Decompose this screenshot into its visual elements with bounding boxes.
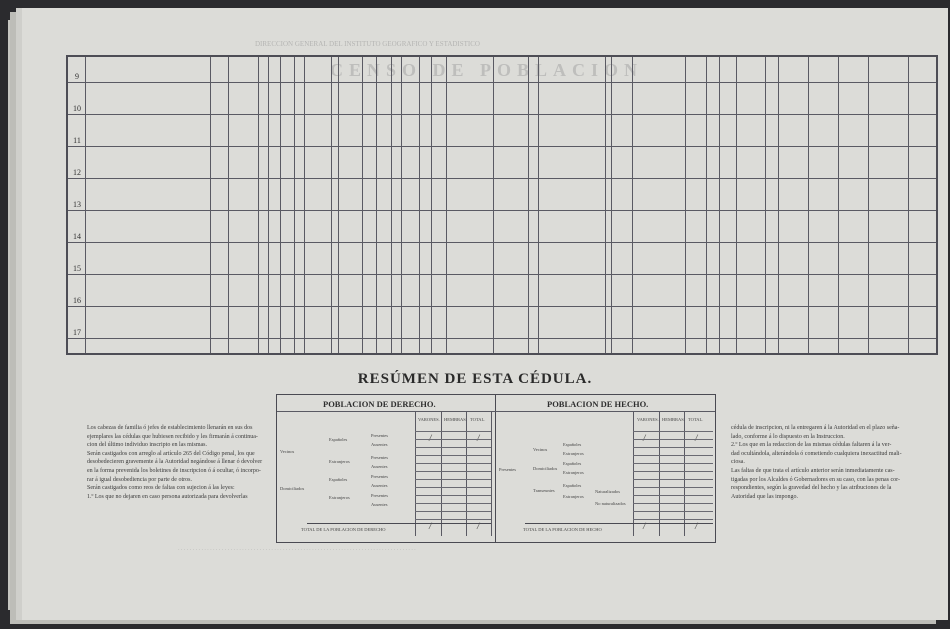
grid-column-rule xyxy=(376,57,377,353)
summary-row-rule xyxy=(633,447,713,448)
grid-column-rule xyxy=(611,57,612,353)
summary-row-rule xyxy=(415,479,491,480)
hecho-label: Españoles xyxy=(563,461,582,466)
grid-column-rule xyxy=(778,57,779,353)
summary-row-rule xyxy=(415,503,491,504)
hecho-label: Domiciliados xyxy=(533,466,558,471)
text-line: rar á igual desobediencia por parte de otros. xyxy=(87,476,192,483)
summary-row-rule xyxy=(415,511,491,512)
derecho-label: Ausentes xyxy=(371,502,388,507)
grid-column-rule xyxy=(401,57,402,353)
summary-total-rule xyxy=(307,523,491,524)
show-through-title: CENSO DE POBLACION xyxy=(330,60,644,80)
summary-row-rule xyxy=(633,487,713,488)
grid-row-rule xyxy=(68,338,936,339)
grid-row-rule xyxy=(68,306,936,307)
grid-column-rule xyxy=(765,57,766,353)
hecho-col-varones: VARONES. xyxy=(637,417,659,422)
tick-mark: / xyxy=(695,521,698,531)
grid-column-rule xyxy=(908,57,909,353)
row-number: 9 xyxy=(75,72,79,81)
tick-mark: / xyxy=(477,433,480,443)
summary-title: RESÚMEN DE ESTA CÉDULA. xyxy=(357,371,593,387)
tick-mark: / xyxy=(695,433,698,443)
grid-row-rule xyxy=(68,242,936,243)
summary-row-rule xyxy=(633,439,713,440)
summary-row-rule xyxy=(415,455,491,456)
hecho-label: Presentes xyxy=(499,467,516,472)
hecho-col-hembras: HEMBRAS. xyxy=(662,417,685,422)
grid-column-rule xyxy=(706,57,707,353)
derecho-heading: POBLACION DE DERECHO. xyxy=(323,399,436,409)
derecho-label: Ausentes xyxy=(371,442,388,447)
grid-column-rule xyxy=(391,57,392,353)
text-line: respondientes, según la gravedad del hecho y las atribuciones de la xyxy=(731,485,892,492)
grid-column-rule xyxy=(338,57,339,353)
hecho-label: Extranjeros xyxy=(563,494,584,499)
summary-row-rule xyxy=(633,455,713,456)
derecho-label: Vecinos xyxy=(280,449,295,454)
text-line: en la forma prevenida los boletines de inscripcion ó á ocultar, ó incorpo- xyxy=(87,467,261,474)
summary-row-rule xyxy=(633,511,713,512)
row-number: 16 xyxy=(73,296,81,305)
row-number: 11 xyxy=(73,136,81,145)
grid-column-rule xyxy=(85,57,86,353)
hecho-heading: POBLACION DE HECHO. xyxy=(547,399,649,409)
hecho-col-rule xyxy=(684,411,685,536)
summary-total-rule xyxy=(525,523,713,524)
grid-column-rule xyxy=(331,57,332,353)
derecho-label: Presentes xyxy=(371,455,388,460)
summary-right-instructions xyxy=(731,424,921,501)
grid-column-rule xyxy=(280,57,281,353)
hecho-label: Extranjeros xyxy=(563,470,584,475)
show-through-header: DIRECCION GENERAL DEL INSTITUTO GEOGRAFICO Y ESTADISTICO xyxy=(255,40,480,48)
derecho-col-rule xyxy=(491,411,492,536)
derecho-total-label: TOTAL DE LA POBLACION DE DERECHO xyxy=(301,527,386,532)
grid-column-rule xyxy=(228,57,229,353)
grid-column-rule xyxy=(304,57,305,353)
grid-column-rule xyxy=(736,57,737,353)
summary-row-rule xyxy=(633,463,713,464)
derecho-label: Presentes xyxy=(371,433,388,438)
row-number: 14 xyxy=(73,232,81,241)
summary-row-rule xyxy=(633,503,713,504)
derecho-col-rule xyxy=(441,411,442,536)
summary-row-rule xyxy=(633,431,713,432)
hecho-label: Españoles xyxy=(563,483,582,488)
row-number: 15 xyxy=(73,264,81,273)
text-line: lado, conforme á lo dispuesto en la Instruccion. xyxy=(731,433,845,440)
derecho-label: Domiciliados xyxy=(280,486,305,491)
grid-row-rule xyxy=(68,146,936,147)
summary-population-table xyxy=(276,394,716,543)
text-line: ejemplares las cédulas que hubiesen recibido y les firmarán á continua- xyxy=(87,433,258,440)
table-divider xyxy=(495,395,496,542)
text-line: Serán castigados como reos de faltas con sujecion á las leyes: xyxy=(87,485,235,492)
grid-column-rule xyxy=(838,57,839,353)
derecho-label: Extranjeros xyxy=(329,495,350,500)
text-line: ciosa. xyxy=(731,459,745,466)
derecho-label: Presentes xyxy=(371,493,388,498)
grid-column-rule xyxy=(808,57,809,353)
text-line: tigadas por los Alcaldes ó Gobernadores en su caso, con las penas cor- xyxy=(731,476,900,483)
summary-row-rule xyxy=(415,431,491,432)
derecho-col-hembras: HEMBRAS. xyxy=(444,417,467,422)
row-number: 10 xyxy=(73,104,81,113)
show-through-footer-text: · · · · · · · · · · · · · · · · · · · · · · · · · · · · · · · · · · · · · · · · · · · · · · · · · · · · · · · · · · · · · · · · · · · · · · · · · · · · · · · · · · xyxy=(178,548,416,553)
derecho-col-total: TOTAL. xyxy=(470,417,486,422)
grid-row-rule xyxy=(68,274,936,275)
text-line: 1.º Los que no dejaren en caso persona autorizada para devolverlas xyxy=(87,493,248,500)
grid-column-rule xyxy=(258,57,259,353)
summary-row-rule xyxy=(415,487,491,488)
tick-mark: / xyxy=(477,521,480,531)
derecho-label: Extranjeros xyxy=(329,459,350,464)
summary-row-rule xyxy=(415,471,491,472)
tick-mark: / xyxy=(643,521,646,531)
derecho-col-rule xyxy=(415,411,416,536)
text-line: Las faltas de que trata el artículo anterior serán inmediatamente cas- xyxy=(731,467,895,474)
derecho-label: Ausentes xyxy=(371,464,388,469)
derecho-col-varones: VARONES. xyxy=(418,417,440,422)
grid-row-rule xyxy=(68,178,936,179)
grid-column-rule xyxy=(685,57,686,353)
grid-row-rule xyxy=(68,82,936,83)
text-line: 2.º Los que en la redaccion de las mismas cédulas faltaren á la ver- xyxy=(731,442,892,449)
grid-column-rule xyxy=(538,57,539,353)
tick-mark: / xyxy=(429,521,432,531)
summary-row-rule xyxy=(633,471,713,472)
derecho-label: Ausentes xyxy=(371,483,388,488)
grid-column-rule xyxy=(528,57,529,353)
text-line: cion del último individuo inscripto en las mismas. xyxy=(87,442,207,449)
grid-row-rule xyxy=(68,114,936,115)
grid-column-rule xyxy=(446,57,447,353)
grid-column-rule xyxy=(210,57,211,353)
hecho-col-total: TOTAL. xyxy=(688,417,704,422)
grid-column-rule xyxy=(431,57,432,353)
row-number: 13 xyxy=(73,200,81,209)
grid-column-rule xyxy=(419,57,420,353)
grid-column-rule xyxy=(605,57,606,353)
summary-row-rule xyxy=(415,519,491,520)
hecho-label: Transeuntes xyxy=(533,488,555,493)
derecho-label: Presentes xyxy=(371,474,388,479)
text-line: dad ocultándola, alterándola ó cometiendo cualquiera inexactitud mali- xyxy=(731,450,902,457)
hecho-label: Extranjeros xyxy=(563,451,584,456)
summary-row-rule xyxy=(633,495,713,496)
row-number: 12 xyxy=(73,168,81,177)
derecho-label: Españoles xyxy=(329,437,348,442)
hecho-col-rule xyxy=(659,411,660,536)
hecho-col-rule xyxy=(633,411,634,536)
text-line: desobedecieren gravemente á la Autoridad negándose á llenar ó devolver xyxy=(87,459,263,466)
text-line: Autoridad que las impongo. xyxy=(731,493,798,500)
grid-column-rule xyxy=(632,57,633,353)
summary-left-instructions xyxy=(87,424,272,501)
grid-column-rule xyxy=(268,57,269,353)
hecho-label: Naturalizados xyxy=(595,489,620,494)
summary-row-rule xyxy=(415,447,491,448)
tick-mark: / xyxy=(429,433,432,443)
census-table-grid xyxy=(66,55,938,355)
grid-column-rule xyxy=(719,57,720,353)
hecho-label: Españoles xyxy=(563,442,582,447)
summary-row-rule xyxy=(633,479,713,480)
hecho-label: No naturalizados xyxy=(595,501,626,506)
text-line: cédula de inscripcion, ni la entregaren á la Autoridad en el plazo seña- xyxy=(731,425,900,431)
hecho-label: Vecinos xyxy=(533,447,548,452)
grid-column-rule xyxy=(294,57,295,353)
derecho-label: Españoles xyxy=(329,477,348,482)
row-number: 17 xyxy=(73,328,81,337)
hecho-total-label: TOTAL DE LA POBLACION DE HECHO xyxy=(523,527,602,532)
grid-row-rule xyxy=(68,210,936,211)
tick-mark: / xyxy=(643,433,646,443)
table-heading-rule xyxy=(277,411,715,412)
summary-row-rule xyxy=(415,495,491,496)
summary-row-rule xyxy=(415,463,491,464)
text-line: Los cabezas de familia ó jefes de establecimiento llenarán en sus dos xyxy=(87,425,253,431)
summary-row-rule xyxy=(415,439,491,440)
summary-row-rule xyxy=(633,519,713,520)
derecho-col-rule xyxy=(466,411,467,536)
grid-column-rule xyxy=(362,57,363,353)
text-line: Serán castigados con arreglo al artículo 265 del Código penal, los que xyxy=(87,450,255,457)
grid-column-rule xyxy=(868,57,869,353)
grid-column-rule xyxy=(493,57,494,353)
